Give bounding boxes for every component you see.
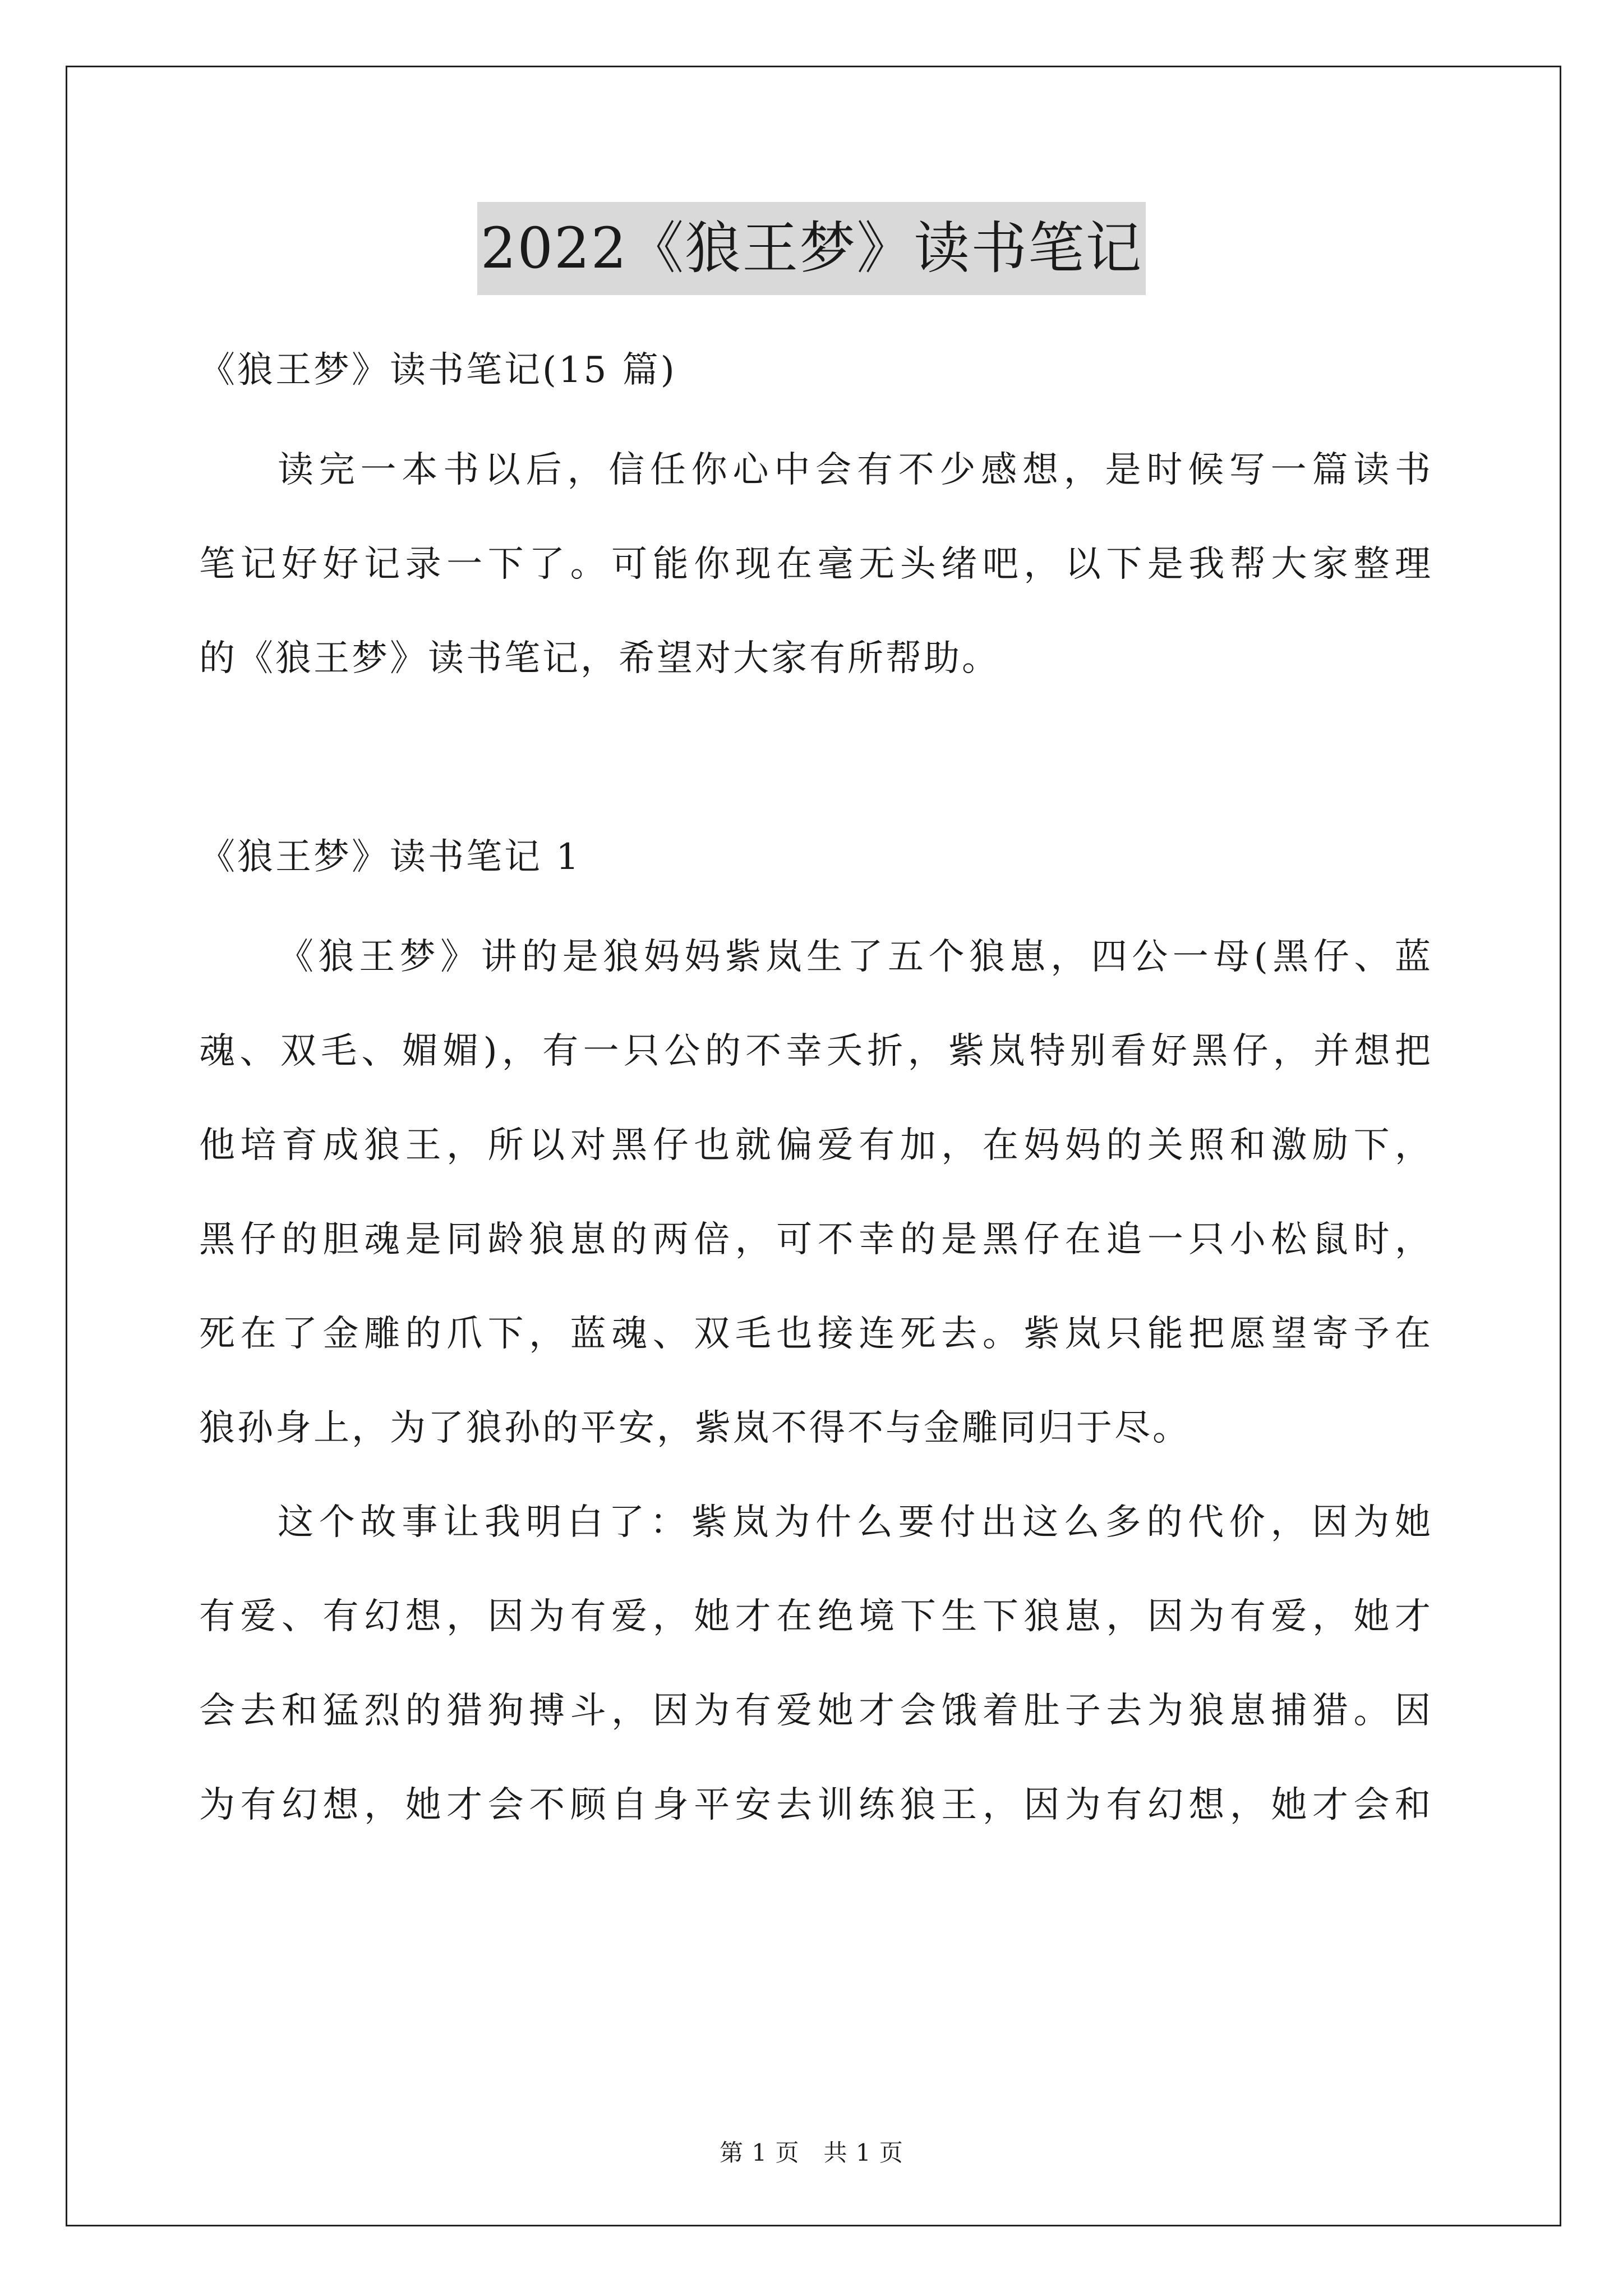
title-container <box>0 202 1623 295</box>
section-heading: 《狼王梦》读书笔记 1 <box>199 836 582 878</box>
document-title: 2022《狼王梦》读书笔记 <box>477 202 1146 295</box>
paragraph-line: 黑仔的胆魂是同龄狼崽的两倍，可不幸的是黑仔在追一只小松鼠时， <box>199 1219 1433 1260</box>
intro-line: 的《狼王梦》读书笔记，希望对大家有所帮助。 <box>199 638 1000 679</box>
paragraph-line: 这个故事让我明白了：紫岚为什么要付出这么多的代价，因为她 <box>278 1502 1433 1543</box>
paragraph-line: 为有幻想，她才会不顾自身平安去训练狼王，因为有幻想，她才会和 <box>199 1784 1433 1826</box>
intro-line: 读完一本书以后，信任你心中会有不少感想，是时候写一篇读书 <box>278 449 1433 491</box>
subtitle: 《狼王梦》读书笔记(15 篇) <box>199 349 677 391</box>
paragraph-line: 《狼王梦》讲的是狼妈妈紫岚生了五个狼崽，四公一母(黑仔、蓝 <box>278 936 1433 978</box>
intro-line: 笔记好好记录一下了。可能你现在毫无头绪吧，以下是我帮大家整理 <box>199 544 1433 585</box>
paragraph-line: 会去和猛烈的猎狗搏斗，因为有爱她才会饿着肚子去为狼崽捕猎。因 <box>199 1690 1433 1732</box>
paragraph-line: 他培育成狼王，所以对黑仔也就偏爱有加，在妈妈的关照和激励下， <box>199 1125 1433 1166</box>
paragraph-line: 死在了金雕的爪下，蓝魂、双毛也接连死去。紫岚只能把愿望寄予在 <box>199 1313 1433 1355</box>
page-number-footer: 第 1 页 共 1 页 <box>720 2139 903 2166</box>
paragraph-line: 狼孙身上，为了狼孙的平安，紫岚不得不与金雕同归于尽。 <box>199 1407 1191 1449</box>
paragraph-line: 有爱、有幻想，因为有爱，她才在绝境下生下狼崽，因为有爱，她才 <box>199 1596 1433 1637</box>
paragraph-line: 魂、双毛、媚媚)，有一只公的不幸夭折，紫岚特别看好黑仔，并想把 <box>199 1030 1433 1072</box>
